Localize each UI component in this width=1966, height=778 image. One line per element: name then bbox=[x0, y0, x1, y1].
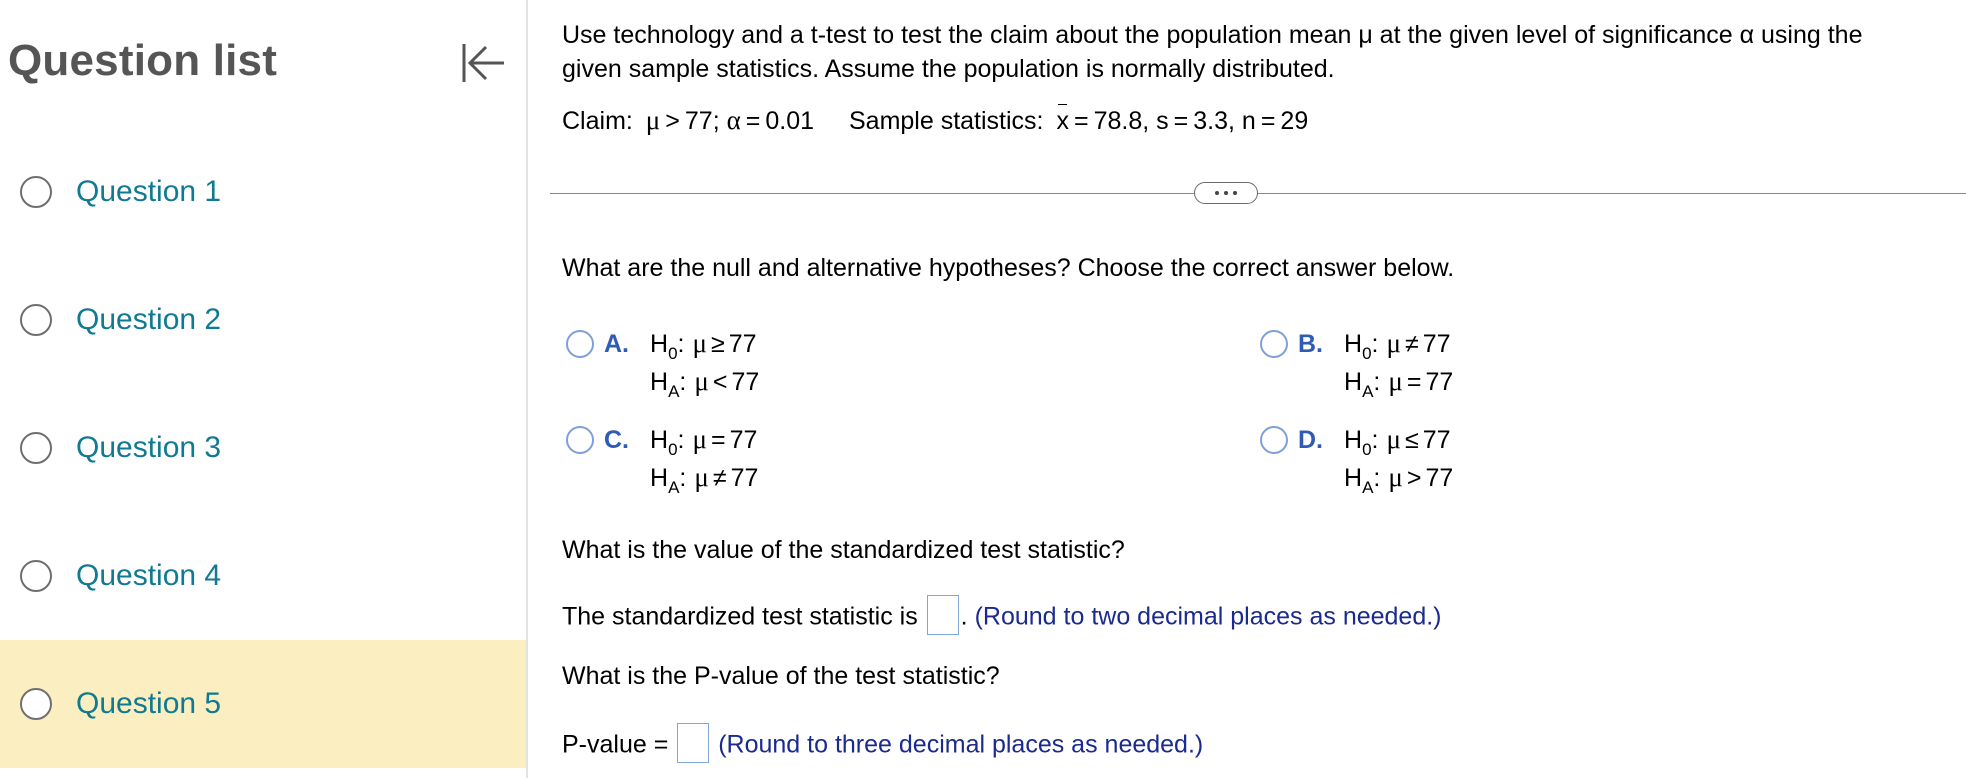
question-list-sidebar bbox=[0, 0, 528, 778]
question-content bbox=[530, 0, 1966, 778]
sidebar-item-question-3[interactable] bbox=[0, 384, 526, 512]
null-hypothesis: $H_0$: μ ≥ 77 bbox=[650, 328, 757, 363]
sidebar-item-question-2[interactable] bbox=[0, 256, 526, 384]
test-statistic-hint: (Round to two decimal places as needed.) bbox=[974, 602, 1442, 631]
more-dots-icon bbox=[1215, 191, 1219, 195]
claim-value: 77; bbox=[684, 107, 720, 135]
choice-a[interactable] bbox=[566, 326, 1126, 402]
test-statistic-input[interactable] bbox=[927, 595, 959, 635]
choice-d-radio[interactable] bbox=[1260, 426, 1288, 454]
alpha-symbol: α bbox=[726, 105, 741, 135]
null-hypothesis: $H_0$: μ = 77 bbox=[650, 424, 758, 459]
alternative-hypothesis: $H_A$: μ > 77 bbox=[1344, 462, 1454, 497]
problem-intro-line-1: Use technology and a t-test to test the claim about the population mean μ at the given level of significance α using the bbox=[562, 21, 1863, 49]
choice-b-radio[interactable] bbox=[1260, 330, 1288, 358]
sidebar-item-label: Question 1 bbox=[76, 175, 222, 208]
question-status-icon bbox=[20, 304, 52, 336]
p-value-label: P-value = bbox=[562, 730, 669, 759]
sidebar-item-label: Question 3 bbox=[76, 431, 222, 464]
question-status-icon bbox=[20, 176, 52, 208]
hypotheses-prompt: What are the null and alternative hypotheses? Choose the correct answer below. bbox=[562, 254, 1455, 282]
claim-statement: Claim: μ > 77; α = 0.01 Sample statistics: x = 78.8, s = 3.3, n = 29 bbox=[562, 105, 1309, 135]
s-label: s bbox=[1156, 107, 1169, 135]
question-status-icon bbox=[20, 560, 52, 592]
claim-mu: μ bbox=[645, 105, 661, 135]
question-status-icon bbox=[20, 432, 52, 464]
sidebar-item-question-1[interactable] bbox=[0, 128, 526, 256]
p-value-answer-row bbox=[562, 726, 1203, 766]
choice-b[interactable] bbox=[1260, 326, 1820, 402]
p-value-input[interactable] bbox=[677, 723, 709, 763]
claim-operator: > bbox=[665, 107, 680, 135]
choice-letter: C. bbox=[604, 426, 629, 454]
claim-label: Claim: bbox=[562, 107, 633, 135]
n-label: n bbox=[1241, 107, 1256, 135]
test-statistic-prompt: What is the value of the standardized test statistic? bbox=[562, 536, 1125, 564]
xbar-symbol: x bbox=[1056, 107, 1069, 135]
sidebar-item-question-4[interactable] bbox=[0, 512, 526, 640]
n-value: 29 bbox=[1280, 107, 1309, 135]
test-statistic-answer-row: The standardized test statistic is . (Round to two decimal places as needed.) bbox=[562, 598, 1442, 638]
sidebar-item-label: Question 4 bbox=[76, 559, 222, 592]
alpha-value: 0.01 bbox=[765, 107, 815, 135]
alternative-hypothesis: $H_A$: μ ≠ 77 bbox=[650, 462, 759, 497]
choice-letter: D. bbox=[1298, 426, 1323, 454]
p-value-hint: (Round to three decimal places as needed.) bbox=[718, 730, 1204, 759]
s-value: 3.3, bbox=[1193, 107, 1235, 135]
choice-letter: A. bbox=[604, 330, 629, 358]
sidebar-item-label: Question 2 bbox=[76, 303, 222, 336]
sidebar-item-question-5[interactable] bbox=[0, 640, 526, 768]
section-divider bbox=[550, 193, 1966, 194]
sidebar-title: Question list bbox=[8, 36, 278, 85]
show-more-button[interactable] bbox=[1194, 182, 1258, 204]
xbar-value: 78.8, bbox=[1093, 107, 1150, 135]
collapse-left-icon bbox=[456, 38, 510, 88]
test-statistic-label: The standardized test statistic is bbox=[562, 602, 918, 631]
p-value-prompt: What is the P-value of the test statistic? bbox=[562, 662, 1000, 690]
alternative-hypothesis: $H_A$: μ < 77 bbox=[650, 366, 760, 401]
choice-a-radio[interactable] bbox=[566, 330, 594, 358]
alternative-hypothesis: $H_A$: μ = 77 bbox=[1344, 366, 1454, 401]
choice-letter: B. bbox=[1298, 330, 1323, 358]
choice-d[interactable] bbox=[1260, 422, 1820, 498]
sidebar-item-label: Question 5 bbox=[76, 687, 222, 720]
collapse-sidebar-button[interactable] bbox=[456, 38, 510, 88]
null-hypothesis: $H_0$: μ ≤ 77 bbox=[1344, 424, 1451, 459]
problem-intro-line-2: given sample statistics. Assume the population is normally distributed. bbox=[562, 55, 1335, 83]
choice-c[interactable] bbox=[566, 422, 1126, 498]
question-status-icon bbox=[20, 688, 52, 720]
null-hypothesis: $H_0$: μ ≠ 77 bbox=[1344, 328, 1451, 363]
choice-c-radio[interactable] bbox=[566, 426, 594, 454]
sample-stats-label: Sample statistics: bbox=[849, 107, 1044, 135]
